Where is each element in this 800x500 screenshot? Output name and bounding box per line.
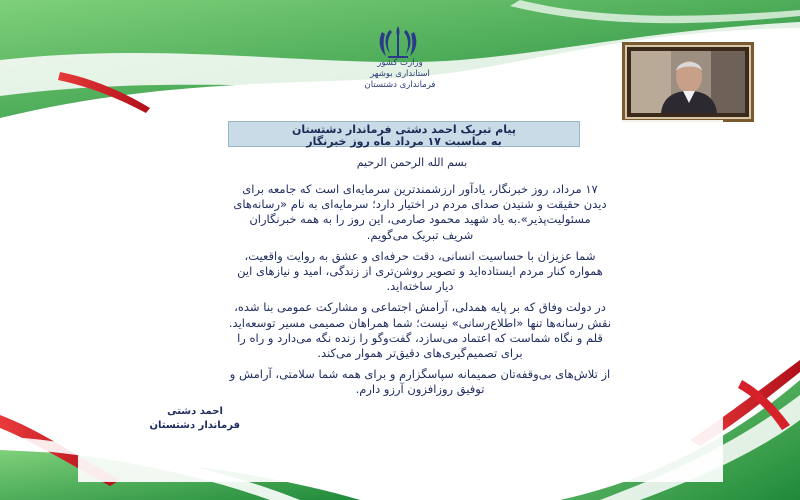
paragraph-line: دیدن حقیقت و شنیدن صدای مردم در اختیار دارد؛ سرمایه‌ای به نام «رسانه‌های bbox=[233, 197, 607, 212]
ministry-label: وزارت کشور bbox=[377, 58, 423, 68]
county-office-label: فرمانداری دشتستان bbox=[364, 80, 436, 90]
paragraph-line: از تلاش‌های بی‌وقفه‌تان صمیمانه سپاسگزارم و برای همه شما سلامتی، آرامش و bbox=[229, 367, 611, 382]
province-office-label: استانداری بوشهر bbox=[370, 69, 430, 79]
organization-header bbox=[330, 58, 470, 91]
title-line-1: پیام تبریک احمد دشتی فرماندار دشتستان bbox=[291, 123, 517, 136]
basmala: بسم الله الرحمن الرحیم bbox=[356, 156, 468, 169]
signer-role: فرماندار دشتستان bbox=[149, 420, 240, 431]
paragraph-4 bbox=[140, 367, 700, 397]
title-line-2: به مناسبت ۱۷ مرداد ماه روز خبرنگار bbox=[306, 135, 502, 148]
portrait-photo bbox=[631, 51, 745, 113]
paragraph-1 bbox=[140, 182, 700, 243]
paragraph-line: دیار ساخته‌اید. bbox=[386, 279, 454, 294]
paragraph-line: توفیق روزافزون آرزو دارم. bbox=[355, 382, 485, 397]
paragraph-3 bbox=[140, 300, 700, 361]
paragraph-line: شما عزیزان با حساسیت انسانی، دقت حرفه‌ای و عشق به روایت واقعیت، bbox=[244, 248, 596, 263]
signature-block bbox=[150, 405, 240, 433]
paragraph-line: مسئولیت‌پذیر».به یاد شهید محمود صارمی، این روز را به همه خبرنگاران bbox=[249, 212, 591, 227]
signer-name: احمد دشتی bbox=[167, 406, 223, 417]
paragraph-line: برای تصمیم‌گیری‌های دقیق‌تر هموار می‌کند. bbox=[317, 346, 523, 361]
paragraph-line: شریف تبریک می‌گویم. bbox=[366, 227, 474, 242]
emblem-icon bbox=[374, 22, 422, 62]
portrait-frame bbox=[622, 42, 754, 122]
paragraph-2 bbox=[140, 249, 700, 295]
message-body bbox=[140, 182, 700, 398]
paragraph-line: نقش رسانه‌ها تنها «اطلاع‌رسانی» نیست؛ شما همراهان صمیمی مسیر توسعه‌اید. bbox=[228, 315, 612, 330]
message-title bbox=[228, 121, 580, 147]
paragraph-line: همواره کنار مردم ایستاده‌اید و تصویر روشن‌تری از زندگی، امید و نیازهای این bbox=[237, 264, 603, 279]
paragraph-line: قلم و نگاه شماست که اعتماد می‌سازد، گفت‌وگو را زنده نگه می‌دارد و راه را bbox=[237, 330, 603, 345]
paragraph-line: ۱۷ مرداد، روز خبرنگار، یادآور ارزشمندترین سرمایه‌ای است که جامعه برای bbox=[242, 182, 598, 196]
paragraph-line: در دولت وفاق که بر پایه همدلی، آرامش اجتماعی و مشارکت عمومی بنا شده، bbox=[234, 300, 606, 315]
